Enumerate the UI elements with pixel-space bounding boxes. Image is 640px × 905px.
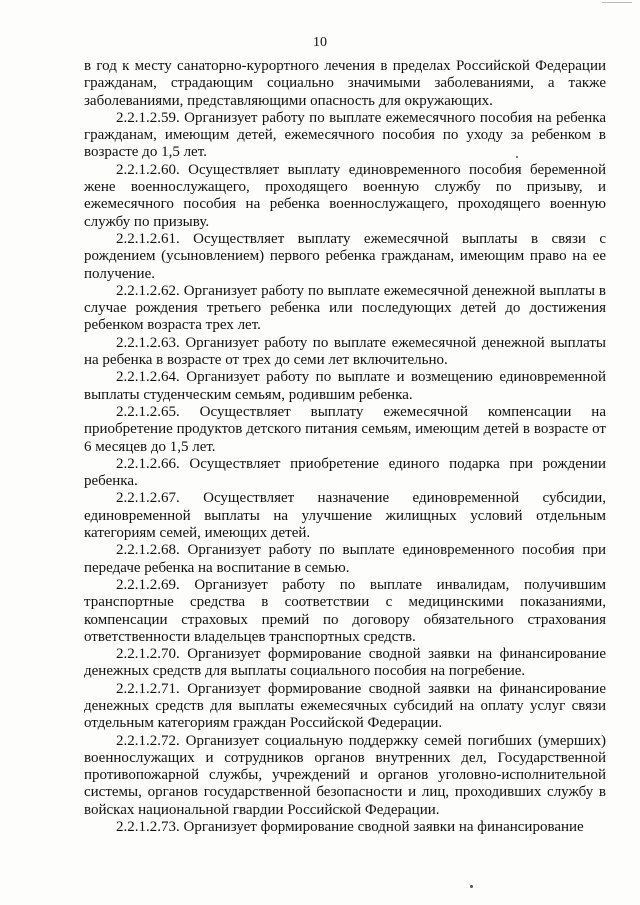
- paragraph-2-2-1-2-66: 2.2.1.2.66. Осуществляет приобретение единого подарка при рождении ребенка.: [84, 455, 606, 490]
- paragraph-2-2-1-2-65: 2.2.1.2.65. Осуществляет выплату ежемесячной компенсации на приобретение продуктов детского питания семьям, имеющим детей в возрасте от 6 месяцев до 1,5 лет.: [84, 403, 606, 455]
- paragraph-2-2-1-2-59: 2.2.1.2.59. Организует работу по выплате ежемесячного пособия на ребенка гражданам, имеющим детей, ежемесячного пособия по уходу за ребенком в возрасте до 1,5 лет.: [84, 109, 606, 161]
- document-body: [84, 58, 606, 836]
- paragraph-2-2-1-2-63: 2.2.1.2.63. Организует работу по выплате ежемесячной денежной выплаты на ребенка в возрасте от трех до семи лет включительно.: [84, 334, 606, 369]
- scan-speck: [470, 885, 473, 888]
- paragraph-2-2-1-2-62: 2.2.1.2.62. Организует работу по выплате ежемесячной денежной выплаты в случае рождения третьего ребенка или последующих детей до достижения ребенком возраста трех лет.: [84, 282, 606, 334]
- paragraph-2-2-1-2-60: 2.2.1.2.60. Осуществляет выплату единовременного пособия беременной жене военнослужащего, проходящего военную службу по призыву, и ежемесячного пособия на ребенка военнослужащего, проходящего военную службу по призыву.: [84, 161, 606, 230]
- page-number: 10: [313, 35, 327, 50]
- paragraph-2-2-1-2-71: 2.2.1.2.71. Организует формирование сводной заявки на финансирование денежных средств для выплаты ежемесячных субсидий на оплату услуг связи отдельным категориям граждан Российской Федерации.: [84, 680, 606, 732]
- paragraph-2-2-1-2-70: 2.2.1.2.70. Организует формирование сводной заявки на финансирование денежных средств для выплаты социального пособия на погребение.: [84, 646, 606, 680]
- scan-speck: [516, 156, 518, 158]
- paragraph-2-2-1-2-61: 2.2.1.2.61. Осуществляет выплату ежемесячной выплаты в связи с рождением (усыновлением) первого ребенка гражданам, имеющим право на ее получение.: [84, 230, 606, 282]
- scan-artifact: [602, 2, 632, 3]
- paragraph-2-2-1-2-72: 2.2.1.2.72. Организует социальную поддержку семей погибших (умерших) военнослужащих и сотрудников органов внутренних дел, Государственной противопожарной службы, учреждений и органов уголовно-исполнительной системы, органов государственной безопасности и лиц, проходивших службу в войсках национальной гвардии Российской Федерации.: [84, 732, 606, 818]
- paragraph-2-2-1-2-64: 2.2.1.2.64. Организует работу по выплате и возмещению единовременной выплаты студенческим семьям, родившим ребенка.: [84, 369, 606, 403]
- paragraph-2-2-1-2-69: 2.2.1.2.69. Организует работу по выплате инвалидам, получившим транспортные средства в соответствии с медицинскими показаниями, компенсации страховых премий по договору обязательного страхования ответственности владельцев транспортных средств.: [84, 576, 606, 645]
- paragraph-2-2-1-2-68: 2.2.1.2.68. Организует работу по выплате единовременного пособия при передаче ребенка на воспитание в семью.: [84, 542, 606, 576]
- paragraph-2-2-1-2-67: 2.2.1.2.67. Осуществляет назначение единовременной субсидии, единовременной выплаты на улучшение жилищных условий отдельным категориям семей, имеющих детей.: [84, 490, 606, 542]
- paragraph-continuation: в год к месту санаторно-курортного лечения в пределах Российской Федерации гражданам, страдающим социально значимыми заболеваниями, а также заболеваниями, представляющими опасность для окружающих.: [84, 58, 606, 109]
- paragraph-2-2-1-2-73: 2.2.1.2.73. Организует формирование сводной заявки на финансирование: [116, 819, 584, 836]
